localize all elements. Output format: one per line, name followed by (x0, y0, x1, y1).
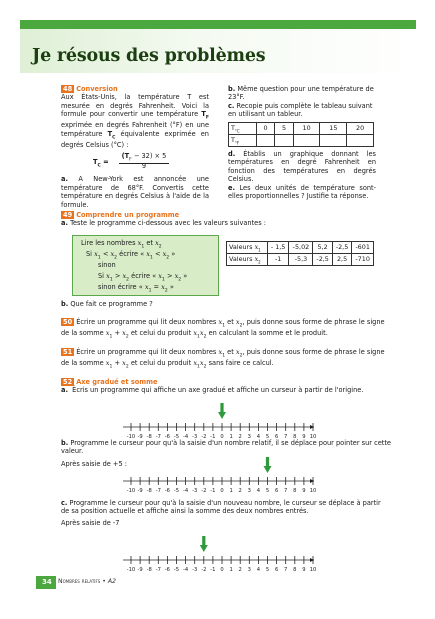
axis-tick-label: -10 (126, 567, 136, 572)
axis-tick-label: 7 (284, 567, 288, 572)
axis-tick-label: -8 (146, 567, 152, 572)
axis-tick-label: 0 (220, 488, 224, 493)
question-48c: c. Recopie puis complète le tableau suivant en utilisant un tableur. (228, 101, 373, 119)
axis-tick-label: -6 (164, 567, 170, 572)
values-table: Valeurs $x_1$ - 1,5 -5,02 5,2 -2,5 -601 Valeurs $x_2$ -1 -5,3 -2,5 2,5 -710 (226, 241, 374, 266)
axis-tick-label: 8 (293, 567, 297, 572)
axis-tick-label: 2 (238, 488, 242, 493)
exercise-number: 52 (63, 378, 73, 386)
question-49b: b. Que fait ce programme ? (61, 300, 153, 308)
axis-tick-label: -8 (146, 488, 152, 493)
axis-tick-label: -10 (126, 434, 136, 439)
axis-tick-label: 3 (247, 434, 251, 439)
axis-tick-label: -1 (210, 434, 216, 439)
question-52a: a. Écris un programme qui affiche un axe gradué et affiche un curseur à partir de l'origine. (61, 386, 364, 395)
axis-tick-label: -5 (173, 488, 180, 493)
number-line-svg (123, 455, 318, 493)
exercise-number: 51 (63, 348, 73, 356)
axis-tick-label: 4 (256, 567, 261, 572)
axis-tick-label: -6 (164, 434, 170, 439)
axis-tick-label: -4 (183, 488, 189, 493)
axis-tick-label: -5 (173, 567, 180, 572)
axis-tick-label: 5 (265, 488, 270, 493)
exercise-52 (61, 378, 391, 395)
axis-tick-label: 9 (302, 488, 306, 493)
axis-tick-label: -3 (192, 488, 198, 493)
axis-tick-label: 2 (238, 434, 242, 439)
exercise-51: 51 Écrire un programme qui lit deux nombres $x_1$ et $x_2$, puis donne sous forme de phrase le signe de la somme $x_1 + x_2$ et celui du produit $x_1x_2$ sans faire ce calcul. (61, 348, 385, 370)
axis-tick-label: -2 (201, 488, 207, 493)
number-line-svg (123, 401, 318, 439)
axis-tick-label: 6 (274, 567, 279, 572)
axis-tick-label: 7 (284, 488, 288, 493)
axis-tick-label: 4 (256, 488, 261, 493)
axis-tick-label: -9 (137, 488, 143, 493)
number-line-c (123, 534, 318, 572)
axis-tick-label: -10 (126, 488, 136, 493)
formula: $T_C$ = $(T_F - 32) \times 5$ 9 (61, 151, 209, 173)
axis-tick-label: 6 (274, 434, 279, 439)
axis-tick-label: 0 (220, 434, 224, 439)
exercise-title: Comprendre un programme (76, 211, 180, 219)
exercise-title: Conversion (76, 85, 118, 93)
header-bar (20, 20, 416, 29)
exercise-48-intro: Aux États-Unis, la température T est mesurée en degrés Fahrenheit. Voici la formule pour convertir une température $T_F$ exprimée en degrés Fahrenheit (°F) en une température $T_C$ équivalente exprimée en degrés Celsius (°C) : (61, 93, 209, 149)
axis-tick-label: -7 (155, 434, 161, 439)
question-49a: a. Teste le programme ci-dessous avec les valeurs suivantes : (61, 219, 266, 228)
axis-tick-label: -9 (137, 567, 143, 572)
number-line-b (123, 455, 318, 493)
exercise-title: Axe gradué et somme (76, 378, 158, 386)
footer-section: Nombres relatifs • A2 (58, 578, 116, 585)
axis-tick-label: 8 (293, 488, 297, 493)
exercise-50: 50 Écrire un programme qui lit deux nombres $x_1$ et $x_2$, puis donne sous forme de phrase le signe de la somme $x_1 + x_2$ et celui du produit $x_1x_2$ en calculant la somme et le produit. (61, 318, 385, 340)
axis-tick-label: -6 (164, 488, 170, 493)
axis-tick-label: 3 (247, 567, 251, 572)
page-number: 34 (36, 576, 56, 589)
axis-tick-label: 1 (229, 567, 233, 572)
axis-tick-label: -3 (192, 567, 198, 572)
axis-tick-label: -1 (210, 488, 216, 493)
cursor-arrow-icon (264, 457, 272, 473)
cursor-arrow-icon (218, 403, 226, 419)
program-box: Lire les nombres $x_1$ et $x_2$ Si $x_1 < x_2$ écrire « $x_1 < x_2$ » sinon Si $x_1 > x_2$ écrire « $x_1 > x_2$ » sinon écrire « $x_1 = x_2$ » (72, 235, 219, 296)
exercise-number: 48 (63, 85, 73, 93)
question-48d: d. Établis un graphique donnant les températures en degré Fahrenheit en fonction des températures en degrés Celsius. (228, 149, 376, 184)
question-52b: b. Programme le curseur pour qu'à la saisie d'un nombre relatif, il se déplace pour pointer sur cette valeur. Après saisie de +5 : (61, 439, 391, 468)
axis-tick-label: -8 (146, 434, 152, 439)
cursor-arrow-icon (200, 536, 208, 552)
axis-tick-label: 9 (302, 567, 306, 572)
axis-tick-label: -9 (137, 434, 143, 439)
axis-tick-label: -3 (192, 434, 198, 439)
axis-tick-label: 10 (309, 567, 317, 572)
question-48a: a. A New-York est annoncée une température de 68°F. Convertis cette température en degrés Celsius à l'aide de la formule. (61, 175, 209, 209)
axis-tick-label: 5 (265, 567, 270, 572)
axis-tick-label: 0 (220, 567, 224, 572)
axis-tick-label: -2 (201, 567, 207, 572)
axis-tick-label: 9 (302, 434, 306, 439)
axis-tick-label: -4 (183, 567, 189, 572)
axis-tick-label: 2 (238, 567, 242, 572)
question-52c: c. Programme le curseur pour qu'à la saisie d'un nouveau nombre, le curseur se déplace à partir de sa position actuelle et affiche ainsi la somme des deux nombres entrés. Après saisie de -7 (61, 499, 381, 527)
exercise-48-right (228, 85, 376, 200)
axis-tick-label: 10 (309, 488, 317, 493)
axis-tick-label: 10 (309, 434, 317, 439)
exercise-48-left (61, 85, 209, 209)
axis-tick-label: -4 (183, 434, 189, 439)
axis-tick-label: -5 (173, 434, 180, 439)
axis-tick-label: -1 (210, 567, 216, 572)
question-48e: e. Les deux unités de température sont-elles proportionnelles ? Justifie ta réponse. (228, 183, 376, 200)
axis-tick-label: 1 (229, 434, 233, 439)
exercise-number: 50 (63, 318, 73, 326)
axis-tick-label: -7 (155, 488, 161, 493)
axis-tick-label: 3 (247, 488, 251, 493)
exercise-49 (61, 211, 381, 228)
question-48b: b. Même question pour une température de 23°F. (228, 85, 374, 102)
axis-tick-label: 6 (274, 488, 279, 493)
exercise-number: 49 (63, 211, 73, 219)
axis-tick-label: 5 (265, 434, 270, 439)
conversion-table: $T_{^\circ C}$ 0 5 10 15 20 $T_{^\circ F}$ (228, 122, 374, 147)
axis-tick-label: 8 (293, 434, 297, 439)
axis-tick-label: -2 (201, 434, 207, 439)
number-line-svg (123, 534, 318, 572)
number-line-a (123, 401, 318, 439)
axis-tick-label: 1 (229, 488, 233, 493)
axis-tick-label: 7 (284, 434, 288, 439)
page-title: Je résous des problèmes (32, 46, 266, 66)
axis-tick-label: -7 (155, 567, 161, 572)
axis-tick-label: 4 (256, 434, 261, 439)
